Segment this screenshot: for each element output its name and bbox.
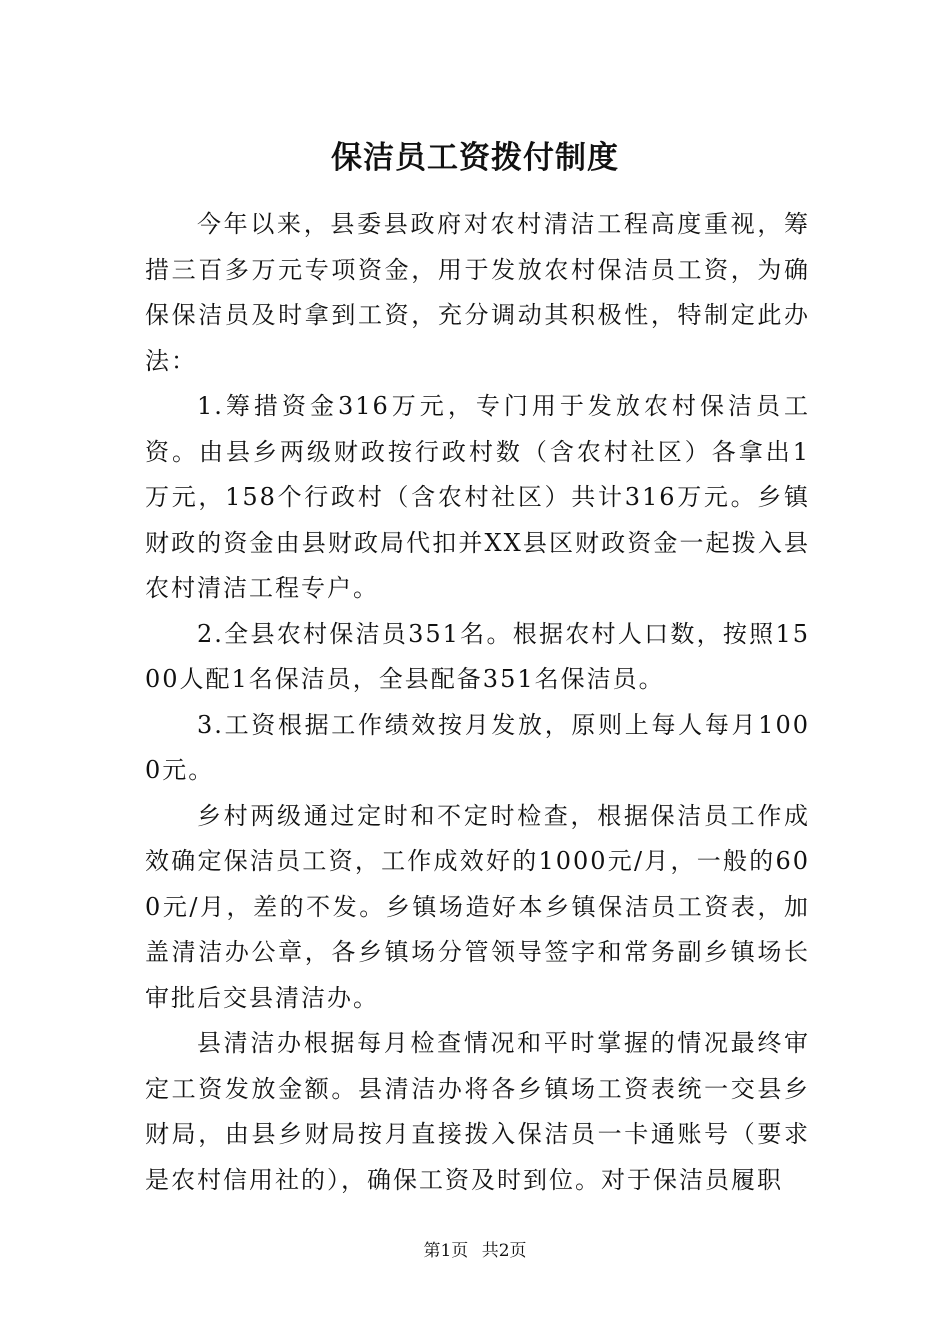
document-body: [145, 202, 810, 1203]
paragraph-approval: 县清洁办根据每月检查情况和平时掌握的情况最终审定工资发放金额。县清洁办将各乡镇场工资表统一交县乡财局，由县乡财局按月直接拨入保洁员一卡通账号（要求是农村信用社的），确保工资及时到位。对于保洁员履职: [145, 1029, 810, 1194]
page-footer: [0, 1239, 950, 1263]
paragraph-intro: 今年以来，县委县政府对农村清洁工程高度重视，筹措三百多万元专项资金，用于发放农村保洁员工资，为确保保洁员及时拿到工资，充分调动其积极性，特制定此办法：: [145, 210, 810, 375]
page-total: 共2页: [481, 1241, 527, 1261]
paragraph-item-2: 2.全县农村保洁员351名。根据农村人口数，按照1500人配1名保洁员，全县配备351名保洁员。: [145, 619, 810, 693]
paragraph-item-3: 3.工资根据工作绩效按月发放，原则上每人每月1000元。: [145, 710, 810, 784]
page-number: 第1页: [423, 1241, 469, 1261]
paragraph-item-1: 1.筹措资金316万元，专门用于发放农村保洁员工资。由县乡两级财政按行政村数（含农村社区）各拿出1万元，158个行政村（含农村社区）共计316万元。乡镇财政的资金由县财政局代扣并XX县区财政资金一起拨入县农村清洁工程专户。: [145, 392, 810, 602]
document-title: 保洁员工资拨付制度: [331, 140, 619, 176]
paragraph-inspection: 乡村两级通过定时和不定时检查，根据保洁员工作成效确定保洁员工资，工作成效好的1000元/月，一般的600元/月，差的不发。乡镇场造好本乡镇保洁员工资表，加盖清洁办公章，各乡镇场分管领导签字和常务副乡镇场长审批后交县清洁办。: [145, 801, 810, 1012]
